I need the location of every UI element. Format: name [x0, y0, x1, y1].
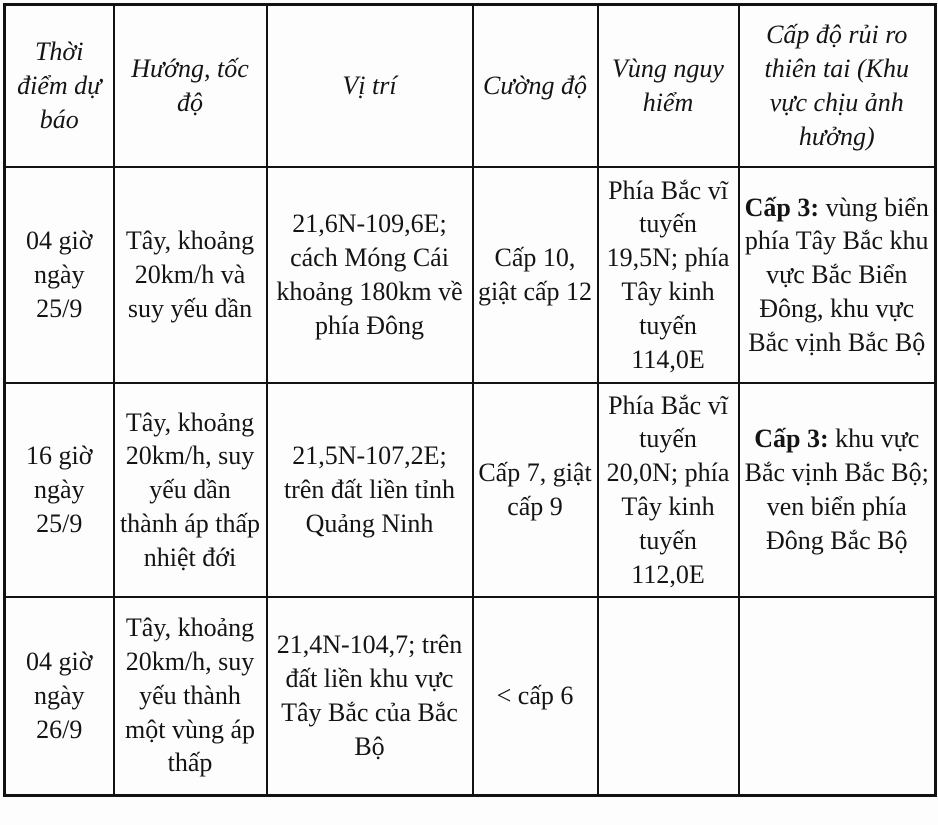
col-header-forecast-time: Thời điểm dự báo — [5, 5, 114, 168]
col-header-risk-level: Cấp độ rủi ro thiên tai (Khu vực chịu ảnh hưởng) — [739, 5, 936, 168]
cell-danger-zone: Phía Bắc vĩ tuyến 20,0N; phía Tây kinh tuyến 112,0E — [598, 383, 739, 597]
cell-risk-level — [739, 383, 936, 597]
table-row — [5, 597, 936, 795]
risk-level-label: Cấp 3: — [744, 192, 820, 222]
col-header-intensity: Cường độ — [473, 5, 598, 168]
cell-direction-speed: Tây, khoảng 20km/h, suy yếu thành một vùng áp thấp — [114, 597, 267, 795]
cell-position: 21,5N-107,2E; trên đất liền tỉnh Quảng Ninh — [267, 383, 473, 597]
cell-forecast-time: 04 giờ ngày 25/9 — [5, 167, 114, 383]
cell-forecast-time: 04 giờ ngày 26/9 — [5, 597, 114, 795]
risk-level-text: vùng biển phía Tây Bắc khu vực Bắc Biển Đông, khu vực Bắc vịnh Bắc Bộ — [744, 192, 929, 357]
table-header — [5, 5, 936, 168]
col-header-direction-speed: Hướng, tốc độ — [114, 5, 267, 168]
cell-direction-speed: Tây, khoảng 20km/h và suy yếu dần — [114, 167, 267, 383]
cell-intensity: < cấp 6 — [473, 597, 598, 795]
cell-position: 21,6N-109,6E; cách Móng Cái khoảng 180km về phía Đông — [267, 167, 473, 383]
cell-direction-speed: Tây, khoảng 20km/h, suy yếu dần thành áp thấp nhiệt đới — [114, 383, 267, 597]
header-row — [5, 5, 936, 168]
cell-risk-level — [739, 167, 936, 383]
cell-position: 21,4N-104,7; trên đất liền khu vực Tây Bắc của Bắc Bộ — [267, 597, 473, 795]
table-body — [5, 167, 936, 795]
cell-danger-zone: Phía Bắc vĩ tuyến 19,5N; phía Tây kinh tuyến 114,0E — [598, 167, 739, 383]
cell-intensity: Cấp 7, giật cấp 9 — [473, 383, 598, 597]
cell-forecast-time: 16 giờ ngày 25/9 — [5, 383, 114, 597]
col-header-danger-zone: Vùng nguy hiểm — [598, 5, 739, 168]
storm-forecast-table — [3, 3, 937, 797]
table-row — [5, 167, 936, 383]
table-row — [5, 383, 936, 597]
cell-intensity: Cấp 10, giật cấp 12 — [473, 167, 598, 383]
cell-danger-zone — [598, 597, 739, 795]
risk-level-label: Cấp 3: — [754, 424, 829, 454]
col-header-position: Vị trí — [267, 5, 473, 168]
risk-level-text: khu vực Bắc vịnh Bắc Bộ; ven biển phía Đông Bắc Bộ — [744, 424, 929, 555]
cell-risk-level — [739, 597, 936, 795]
